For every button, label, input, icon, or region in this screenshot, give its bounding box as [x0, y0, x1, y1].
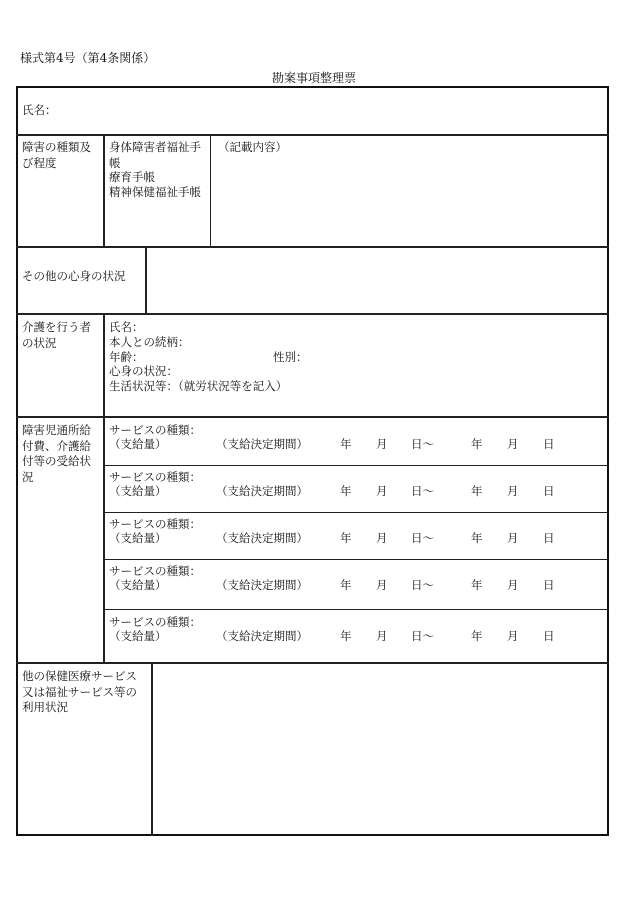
caregiver-relation: 本人との続柄：	[109, 335, 190, 349]
to-day-label: 日	[543, 437, 555, 451]
to-month-label: 月	[507, 578, 519, 592]
caregiver-condition: 心身の状況：	[109, 364, 178, 378]
to-month-label: 月	[507, 629, 519, 643]
name-label: 氏名：	[22, 103, 57, 117]
from-year-label: 年	[340, 437, 352, 451]
from-month-label: 月	[376, 484, 388, 498]
to-month-label: 月	[507, 531, 519, 545]
from-month-label: 月	[376, 629, 388, 643]
service-type-label: サービスの種類：	[109, 615, 201, 629]
to-year-label: 年	[471, 484, 483, 498]
from-year-label: 年	[340, 531, 352, 545]
from-day-label: 日〜	[411, 531, 434, 545]
to-year-label: 年	[471, 437, 483, 451]
divider	[104, 465, 609, 466]
caregiver-age: 年齢：	[109, 350, 144, 364]
from-year-label: 年	[340, 484, 352, 498]
service-type-label: サービスの種類：	[109, 564, 201, 578]
period-label: （支給決定期間）	[216, 484, 308, 498]
amount-label: （支給量）	[109, 629, 167, 643]
to-month-label: 月	[507, 437, 519, 451]
to-day-label: 日	[543, 531, 555, 545]
caregiver-living: 生活状況等：（就労状況等を記入）	[109, 379, 288, 393]
period-label: （支給決定期間）	[216, 629, 308, 643]
to-month-label: 月	[507, 484, 519, 498]
rehabilitation-notebook: 療育手帳	[109, 170, 155, 184]
divider	[210, 135, 211, 246]
divider	[104, 559, 609, 560]
service-type-label: サービスの種類：	[109, 517, 201, 531]
service-type-label: サービスの種類：	[109, 470, 201, 484]
to-day-label: 日	[543, 629, 555, 643]
caregiver-gender: 性別：	[273, 350, 308, 364]
to-year-label: 年	[471, 629, 483, 643]
amount-label: （支給量）	[109, 531, 167, 545]
to-day-label: 日	[543, 484, 555, 498]
period-label: （支給決定期間）	[216, 437, 308, 451]
from-month-label: 月	[376, 531, 388, 545]
divider	[103, 417, 105, 662]
period-label: （支給決定期間）	[216, 578, 308, 592]
divider	[151, 663, 153, 836]
from-month-label: 月	[376, 578, 388, 592]
other-condition-label: その他の心身の状況	[22, 269, 126, 283]
benefit-label: 障害児通所給付費、介護給付等の受給状況	[22, 423, 91, 484]
from-day-label: 日〜	[411, 629, 434, 643]
physical-disability-notebook: 身体障害者福祉手帳	[109, 140, 201, 170]
other-services-label: 他の保健医療サービス又は福祉サービス等の利用状況	[22, 669, 137, 715]
divider	[103, 314, 105, 416]
from-year-label: 年	[340, 578, 352, 592]
amount-label: （支給量）	[109, 578, 167, 592]
from-day-label: 日〜	[411, 437, 434, 451]
page-title: 勘案事項整理票	[272, 71, 357, 85]
to-year-label: 年	[471, 578, 483, 592]
divider	[104, 609, 609, 610]
divider	[145, 247, 147, 313]
from-month-label: 月	[376, 437, 388, 451]
to-year-label: 年	[471, 531, 483, 545]
divider	[103, 135, 105, 246]
amount-label: （支給量）	[109, 484, 167, 498]
caregiver-name: 氏名：	[109, 320, 144, 334]
service-type-label: サービスの種類：	[109, 423, 201, 437]
from-day-label: 日〜	[411, 484, 434, 498]
divider	[104, 512, 609, 513]
form-number: 様式第4号（第4条関係）	[20, 51, 156, 65]
divider	[16, 662, 609, 664]
to-day-label: 日	[543, 578, 555, 592]
content-label: （記載内容）	[218, 140, 287, 154]
amount-label: （支給量）	[109, 437, 167, 451]
caregiver-label: 介護を行う者の状況	[22, 320, 91, 350]
period-label: （支給決定期間）	[216, 531, 308, 545]
from-year-label: 年	[340, 629, 352, 643]
divider	[16, 246, 609, 248]
from-day-label: 日〜	[411, 578, 434, 592]
disability-label: 障害の種類及び程度	[22, 140, 91, 170]
mental-health-notebook: 精神保健福祉手帳	[109, 185, 201, 199]
